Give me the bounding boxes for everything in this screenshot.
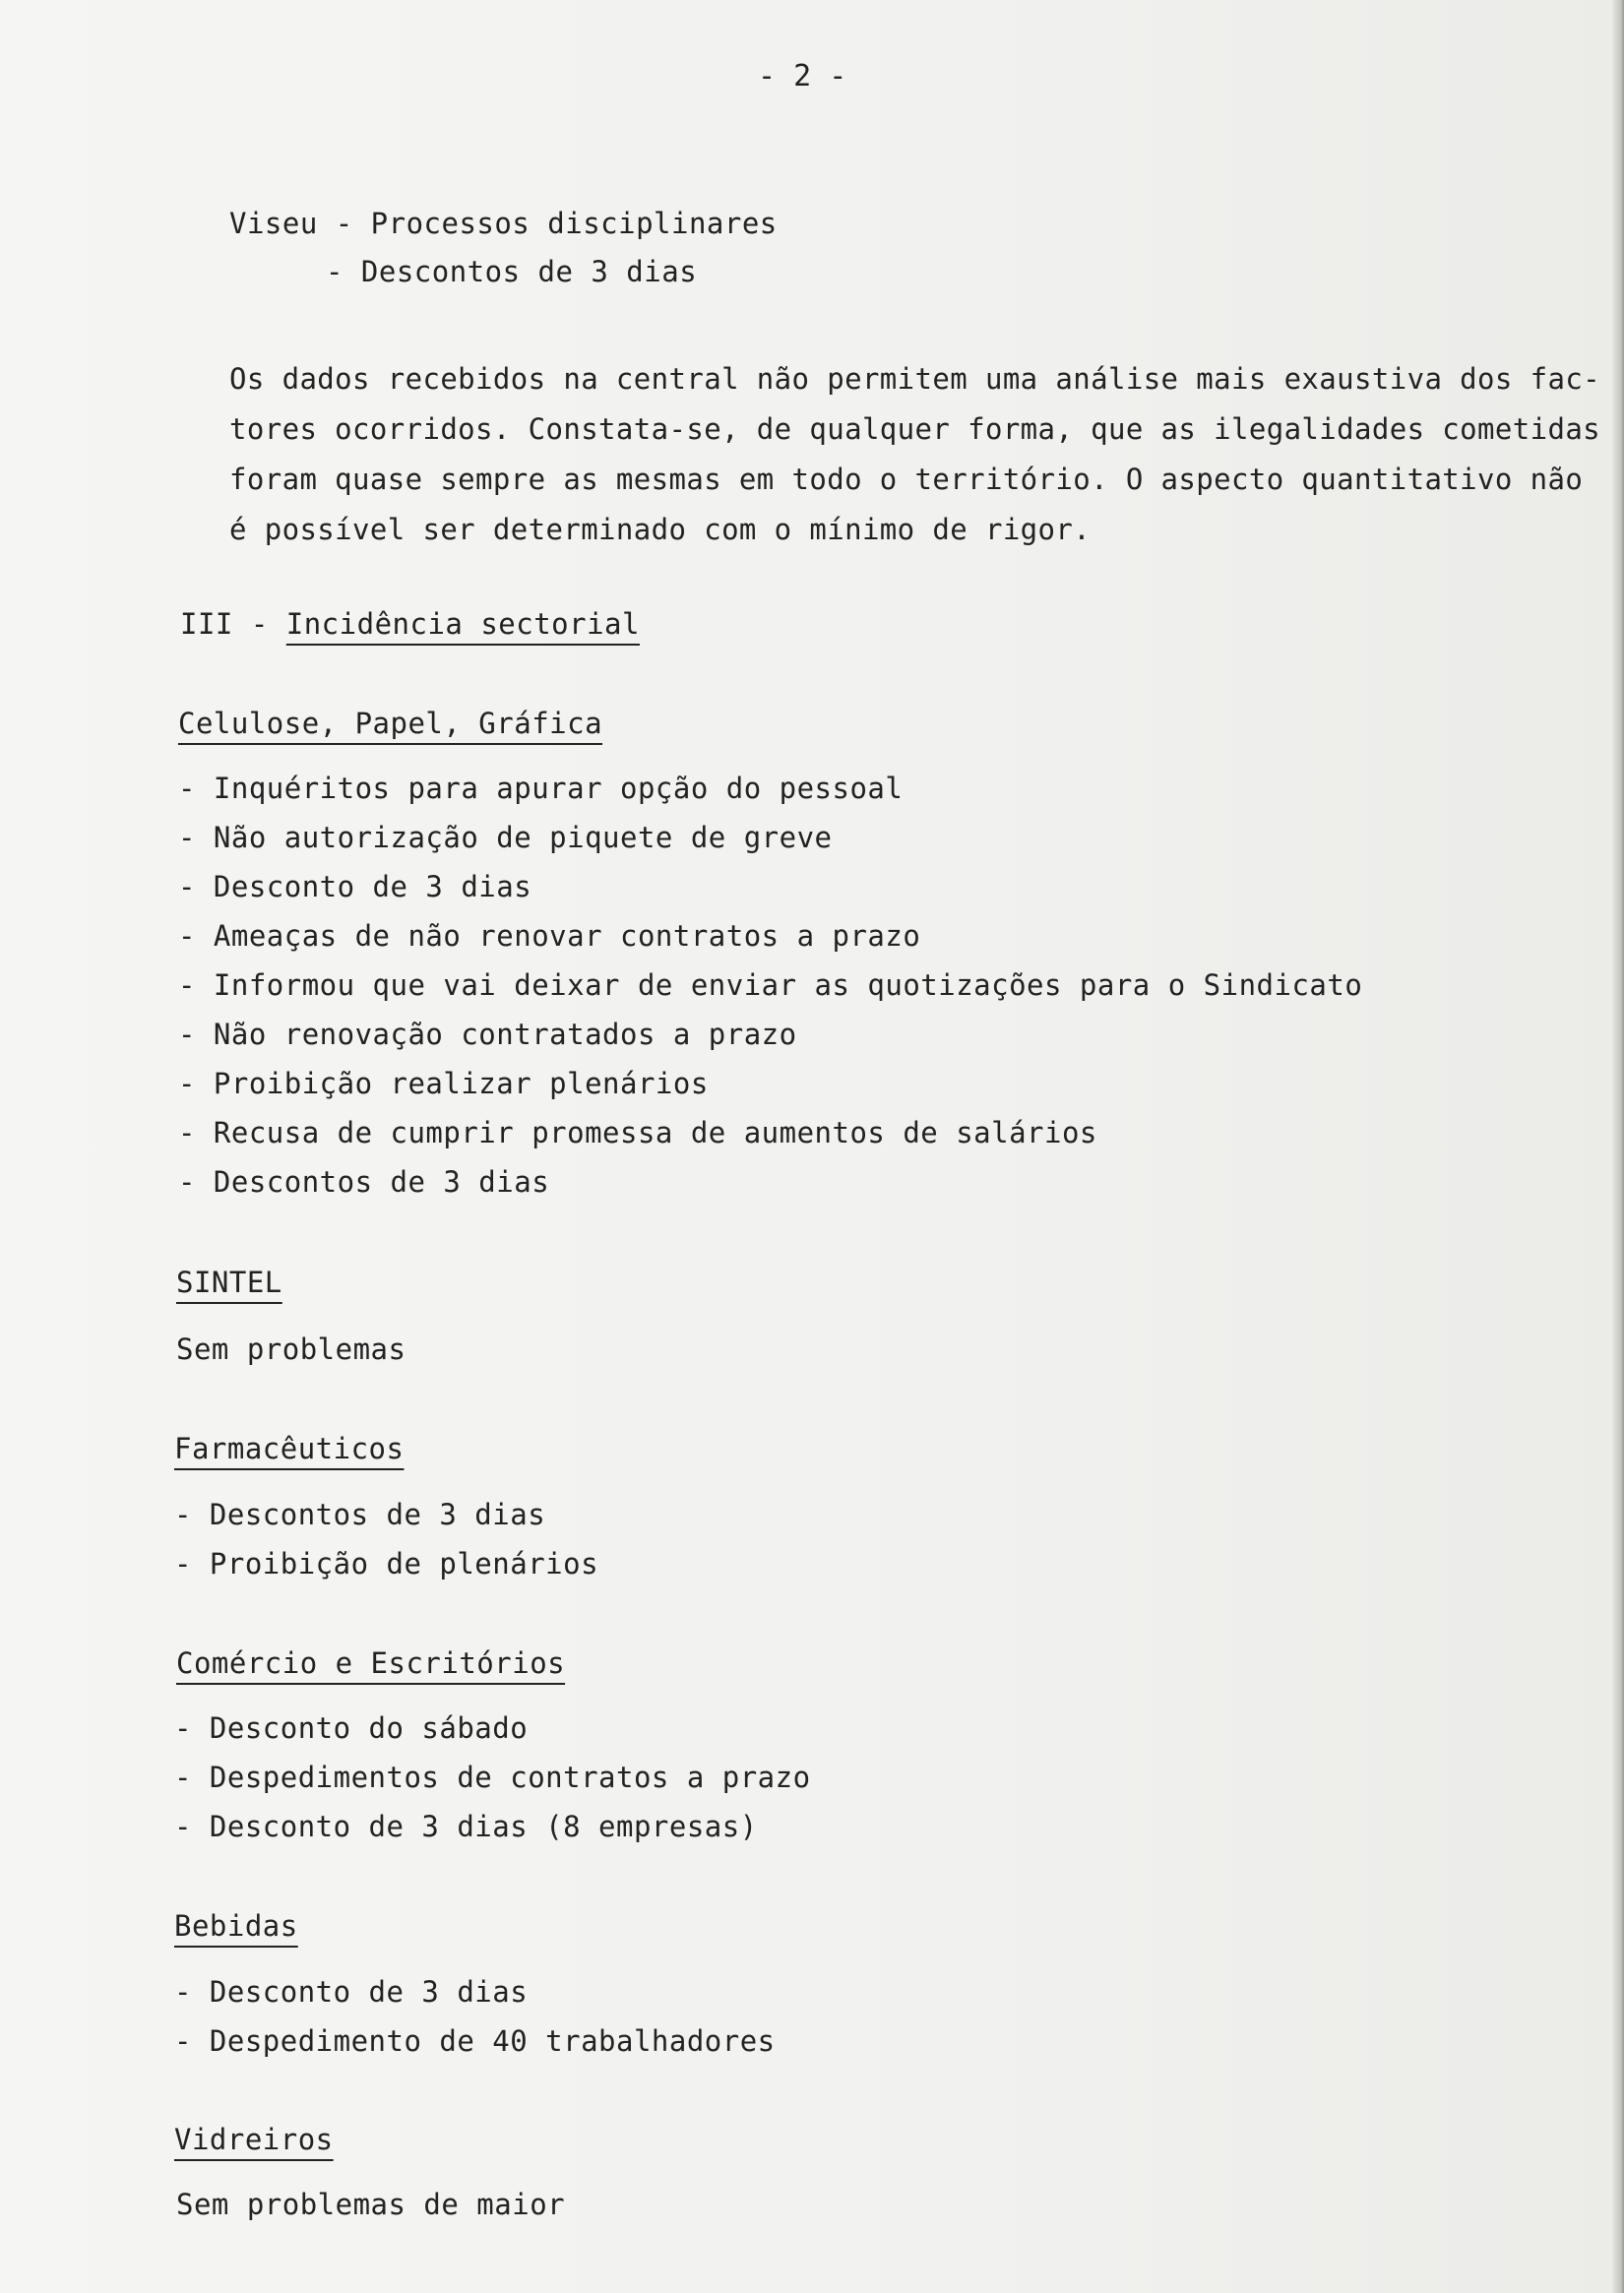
- list-item: - Proibição de plenários: [174, 1547, 599, 1580]
- section-prefix: III -: [180, 607, 286, 641]
- list-item: - Recusa de cumprir promessa de aumentos de salários: [178, 1116, 1097, 1149]
- sector-title-vidreiros: Vidreiros: [174, 2123, 334, 2156]
- header-line-1: Viseu - Processos disciplinares: [229, 207, 778, 240]
- list-item: - Descontos de 3 dias: [174, 1498, 546, 1531]
- list-item: - Informou que vai deixar de enviar as quotizações para o Sindicato: [178, 968, 1363, 1002]
- sector-text-sintel: Sem problemas: [176, 1332, 406, 1366]
- intro-paragraph: [229, 354, 1601, 555]
- header-line-2: - Descontos de 3 dias: [326, 255, 698, 288]
- sector-list-celulose: [178, 764, 1362, 1207]
- list-item: - Despedimento de 40 trabalhadores: [174, 2024, 776, 2058]
- paragraph-line: Os dados recebidos na central não permitem uma análise mais exaustiva dos fac-: [229, 362, 1601, 396]
- sector-list-bebidas: [174, 1967, 776, 2066]
- paragraph-line: é possível ser determinado com o mínimo de rigor.: [229, 513, 1092, 546]
- list-item: - Desconto de 3 dias (8 empresas): [174, 1810, 758, 1843]
- section-title: Incidência sectorial: [285, 607, 640, 641]
- sector-title-celulose: Celulose, Papel, Gráfica: [178, 707, 603, 740]
- list-item: - Despedimentos de contratos a prazo: [174, 1761, 811, 1794]
- list-item: - Proibição realizar plenários: [178, 1067, 709, 1100]
- section-heading: [180, 607, 640, 641]
- list-item: - Inquéritos para apurar opção do pessoal: [178, 772, 904, 805]
- page-edge-shadow: [1612, 0, 1624, 2293]
- sector-title-farmaceuticos: Farmacêuticos: [174, 1432, 405, 1465]
- sector-title-bebidas: Bebidas: [174, 1909, 298, 1943]
- paragraph-line: foram quase sempre as mesmas em todo o território. O aspecto quantitativo não: [229, 463, 1584, 496]
- list-item: - Descontos de 3 dias: [178, 1165, 550, 1199]
- page-number: - 2 -: [758, 59, 847, 93]
- sector-text-vidreiros: Sem problemas de maior: [176, 2188, 566, 2221]
- paragraph-line: tores ocorridos. Constata-se, de qualquer forma, que as ilegalidades cometidas: [229, 412, 1601, 446]
- list-item: - Ameaças de não renovar contratos a prazo: [178, 919, 921, 953]
- sector-list-comercio: [174, 1704, 811, 1851]
- sector-title-sintel: SINTEL: [176, 1266, 282, 1299]
- list-item: - Não autorização de piquete de greve: [178, 821, 833, 854]
- list-item: - Não renovação contratados a prazo: [178, 1018, 797, 1051]
- list-item: - Desconto do sábado: [174, 1711, 529, 1745]
- sector-list-farmaceuticos: [174, 1490, 598, 1588]
- list-item: - Desconto de 3 dias: [174, 1975, 529, 2009]
- sector-title-comercio: Comércio e Escritórios: [176, 1646, 566, 1680]
- list-item: - Desconto de 3 dias: [178, 870, 532, 903]
